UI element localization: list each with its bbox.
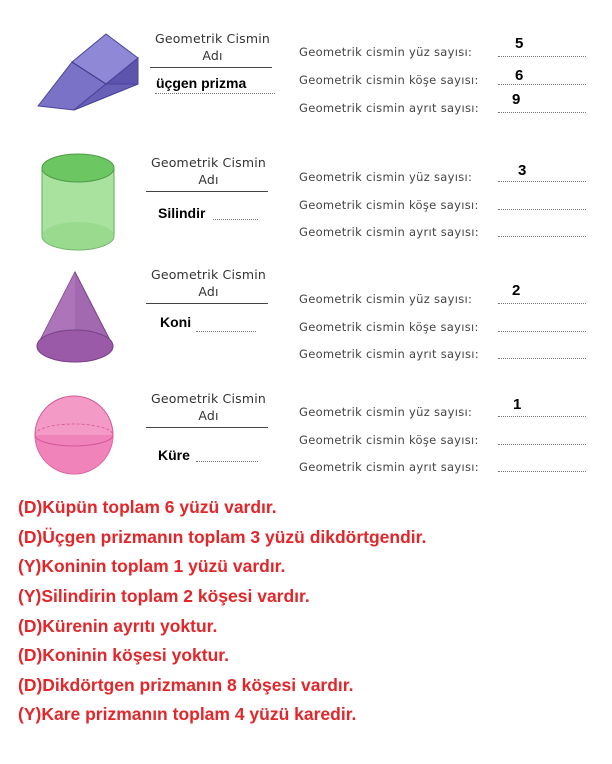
- face-count-label: Geometrik cismin yüz sayısı:: [299, 405, 473, 419]
- name-answer-line: [155, 93, 275, 94]
- edge-count-label: Geometrik cismin ayrıt sayısı:: [299, 101, 479, 115]
- face-count-label: Geometrik cismin yüz sayısı:: [299, 292, 473, 306]
- edge-count-line: [498, 236, 586, 237]
- triangular-prism-icon: [34, 30, 142, 112]
- statement-6: (D)Koninin köşesi yoktur.: [18, 645, 229, 665]
- name-answer-line: [196, 331, 256, 332]
- face-count-label: Geometrik cismin yüz sayısı:: [299, 170, 473, 184]
- shape-name-title: [150, 30, 275, 68]
- name-rule: [146, 427, 268, 428]
- title-line2: Adı: [202, 48, 223, 63]
- vertex-count-label: Geometrik cismin köşe sayısı:: [299, 73, 479, 87]
- vertex-count-label: Geometrik cismin köşe sayısı:: [299, 433, 479, 447]
- statement-4: (Y)Silindirin toplam 2 köşesi vardır.: [18, 586, 310, 606]
- title-line1: Geometrik Cismin: [150, 155, 267, 170]
- statement-3: (Y)Koninin toplam 1 yüzü vardır.: [18, 556, 286, 576]
- title-line1: Geometrik Cismin: [150, 391, 267, 406]
- edge-count-line: [498, 358, 586, 359]
- title-line2: Adı: [198, 408, 219, 423]
- edge-count-label: Geometrik cismin ayrıt sayısı:: [299, 347, 479, 361]
- vertex-count-line: [498, 444, 586, 445]
- shape-name-title: [146, 266, 271, 304]
- title-line1: Geometrik Cismin: [154, 31, 271, 46]
- shape-name-answer: Koni: [160, 314, 192, 330]
- face-count-answer: 5: [515, 35, 524, 52]
- face-count-line: [498, 56, 586, 57]
- vertex-count-line: [498, 209, 586, 210]
- face-count-answer: 2: [512, 282, 521, 299]
- vertex-count-label: Geometrik cismin köşe sayısı:: [299, 198, 479, 212]
- name-answer-line: [196, 461, 258, 462]
- face-count-answer: 3: [518, 162, 527, 179]
- face-count-answer: 1: [513, 396, 522, 413]
- edge-count-line: [498, 112, 586, 113]
- statement-2: (D)Üçgen prizmanın toplam 3 yüzü dikdörtgendir.: [18, 527, 427, 547]
- cylinder-icon: [40, 152, 116, 252]
- statement-1: (D)Küpün toplam 6 yüzü vardır.: [18, 497, 277, 517]
- face-count-line: [498, 416, 586, 417]
- shape-name-answer: üçgen prizma: [156, 75, 247, 91]
- edge-count-label: Geometrik cismin ayrıt sayısı:: [299, 225, 479, 239]
- vertex-count-answer: 6: [515, 67, 524, 84]
- edge-count-answer: 9: [512, 91, 521, 108]
- face-count-line: [498, 303, 586, 304]
- statement-8: (Y)Kare prizmanın toplam 4 yüzü karedir.: [18, 704, 357, 724]
- vertex-count-line: [498, 84, 586, 85]
- face-count-line: [498, 181, 586, 182]
- name-rule: [146, 303, 268, 304]
- statement-5: (D)Kürenin ayrıtı yoktur.: [18, 616, 218, 636]
- cone-icon: [35, 270, 115, 365]
- shape-name-answer: Silindir: [158, 205, 206, 221]
- statement-7: (D)Dikdörtgen prizmanın 8 köşesi vardır.: [18, 675, 354, 695]
- edge-count-label: Geometrik cismin ayrıt sayısı:: [299, 460, 479, 474]
- shape-name-title: [146, 154, 271, 192]
- name-answer-line: [213, 219, 258, 220]
- vertex-count-line: [498, 331, 586, 332]
- shape-name-title: [146, 390, 271, 428]
- shape-name-answer: Küre: [158, 447, 190, 463]
- title-line1: Geometrik Cismin: [150, 267, 267, 282]
- title-line2: Adı: [198, 284, 219, 299]
- sphere-icon: [33, 394, 115, 476]
- vertex-count-label: Geometrik cismin köşe sayısı:: [299, 320, 479, 334]
- edge-count-line: [498, 471, 586, 472]
- name-rule: [150, 67, 272, 68]
- title-line2: Adı: [198, 172, 219, 187]
- face-count-label: Geometrik cismin yüz sayısı:: [299, 45, 473, 59]
- name-rule: [146, 191, 268, 192]
